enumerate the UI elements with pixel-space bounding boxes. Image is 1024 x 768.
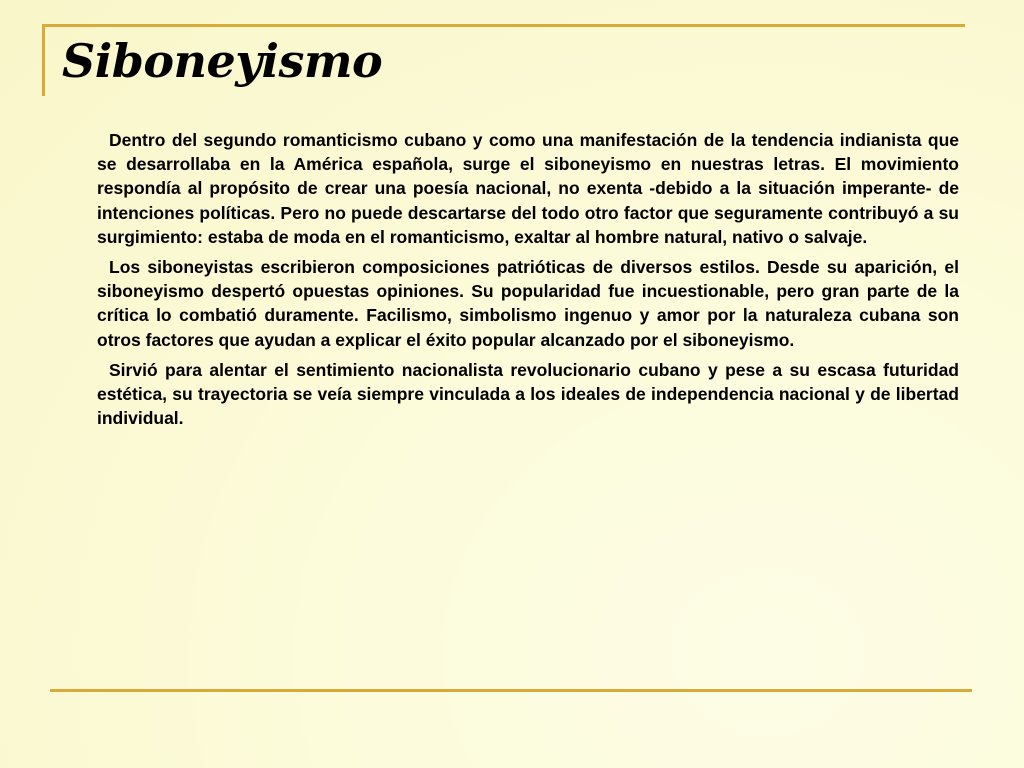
body-paragraph-2: Los siboneyistas escribieron composiciones patrióticas de diversos estilos. Desde su aparición, el siboneyismo despertó opuestas opiniones. Su popularidad fue incuestionable, pero gran parte de la crítica lo combatió duramente. Facilismo, simbolismo ingenuo y amor por la naturaleza cubana son otros factores que ayudan a explicar el éxito popular alcanzado por el siboneyismo. bbox=[97, 257, 959, 350]
bottom-frame-line bbox=[50, 689, 972, 692]
left-frame-line bbox=[42, 24, 45, 96]
slide-body bbox=[97, 128, 959, 436]
body-paragraph-1: Dentro del segundo romanticismo cubano y como una manifestación de la tendencia indianista que se desarrollaba en la América española, surge el siboneyismo en nuestras letras. El movimiento respondía al propósito de crear una poesía nacional, no exenta -debido a la situación imperante- de intenciones políticas. Pero no puede descartarse del todo otro factor que seguramente contribuyó a su surgimiento: estaba de moda en el romanticismo, exaltar al hombre natural, nativo o salvaje. bbox=[97, 130, 959, 247]
slide-title: Siboneyismo bbox=[62, 34, 383, 88]
body-paragraph-3: Sirvió para alentar el sentimiento nacionalista revolucionario cubano y pese a su escasa futuridad estética, su trayectoria se veía siempre vinculada a los ideales de independencia nacional y de libertad individual. bbox=[97, 359, 959, 429]
top-frame-line bbox=[42, 24, 965, 27]
